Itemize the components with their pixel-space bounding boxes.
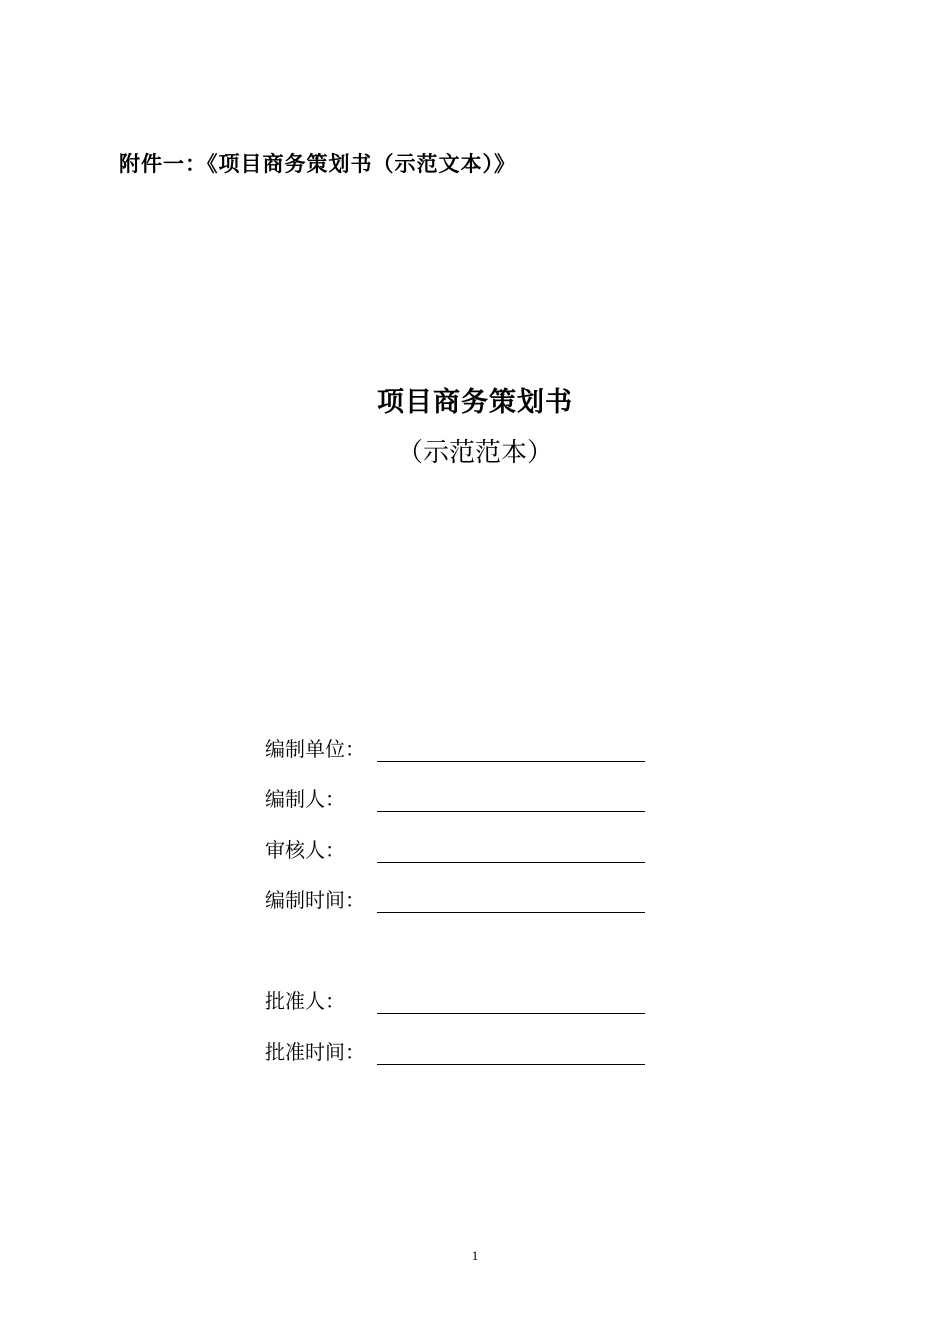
compile-time-blank[interactable] (377, 888, 645, 913)
form-row-compile-time (265, 877, 665, 913)
compiling-unit-blank[interactable] (377, 737, 645, 762)
approver-blank[interactable] (377, 989, 645, 1014)
approve-time-blank[interactable] (377, 1040, 645, 1065)
attachment-heading: 附件一：《项目商务策划书（示范文本）》 (119, 152, 516, 176)
reviewer-label: 审核人： (265, 838, 345, 862)
document-title: 项目商务策划书 (377, 387, 573, 418)
reviewer-blank[interactable] (377, 838, 645, 863)
compiling-unit-label: 编制单位： (265, 737, 365, 761)
form-row-reviewer (265, 827, 665, 863)
page-number: 1 (471, 1248, 479, 1263)
document-subtitle: （示范范本） (396, 438, 553, 468)
form-row-approve-time (265, 1029, 665, 1065)
compile-time-label: 编制时间： (265, 888, 365, 912)
form-row-compiler (265, 776, 665, 812)
approve-time-label: 批准时间： (265, 1040, 365, 1064)
compiler-label: 编制人： (265, 787, 345, 811)
approver-label: 批准人： (265, 989, 345, 1013)
compiler-blank[interactable] (377, 787, 645, 812)
form-row-approver (265, 978, 665, 1014)
form-row-compiling-unit (265, 726, 665, 762)
